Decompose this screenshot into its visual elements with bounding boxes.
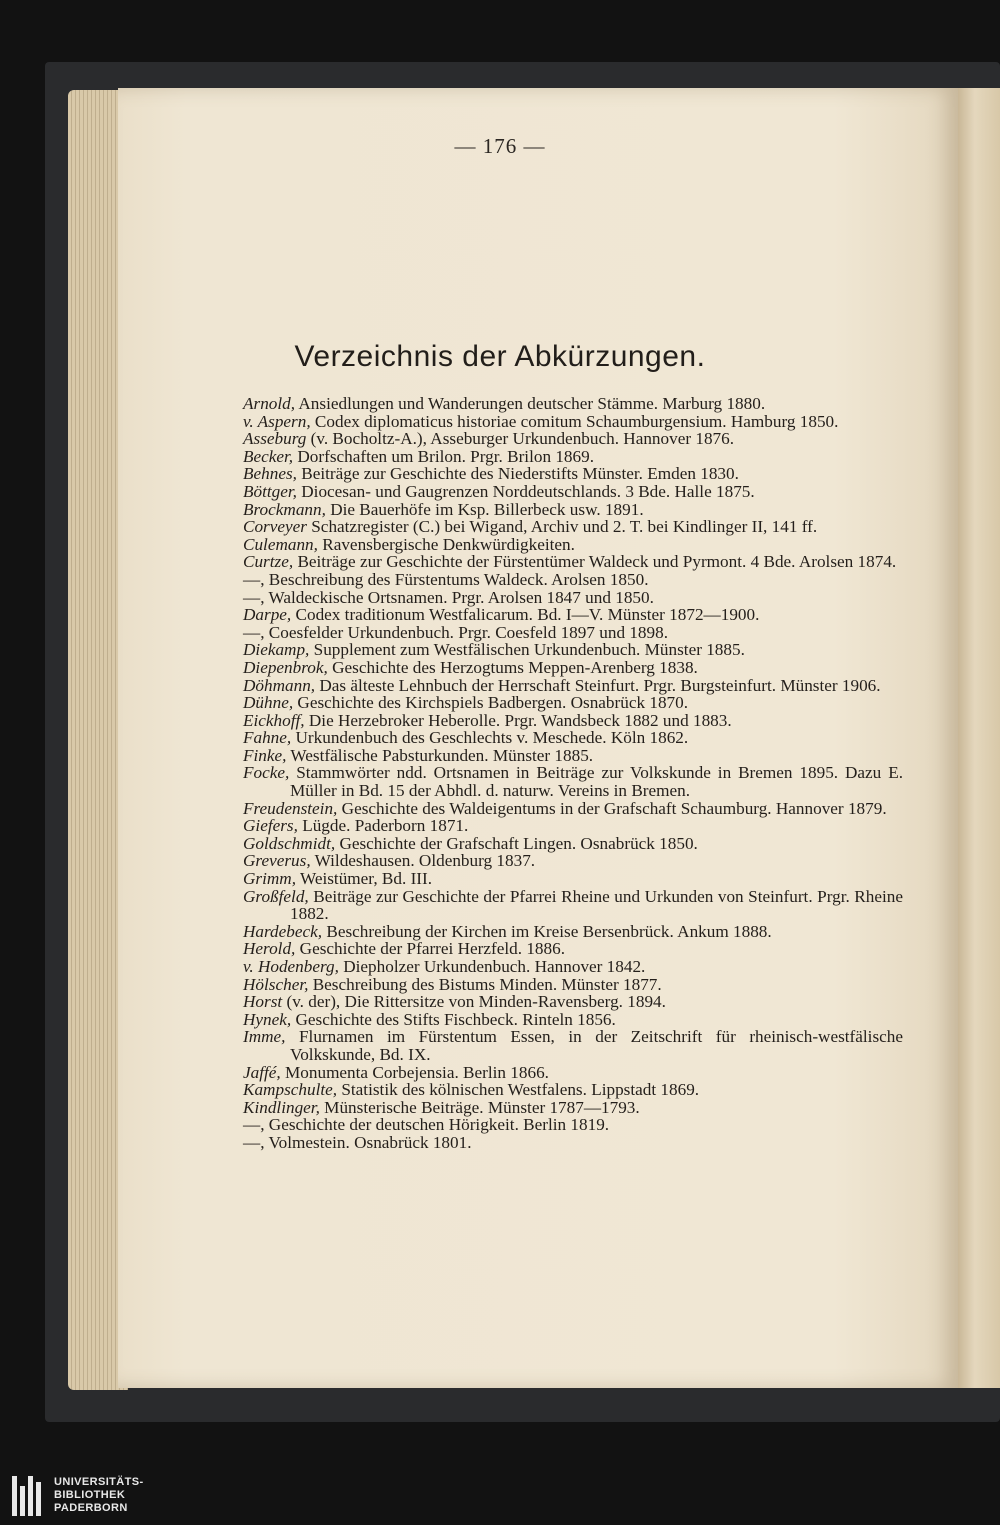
entry-text: Die Herzebroker Heberolle. Prgr. Wandsbeck 1882 und 1883. — [304, 710, 732, 730]
entry-author: Arnold, — [243, 394, 296, 413]
list-item — [243, 395, 903, 413]
entry-text: Diocesan- und Gaugrenzen Norddeutschlands. 3 Bde. Halle 1875. — [296, 481, 755, 501]
entry-author: Hynek, — [243, 1009, 292, 1029]
entry-author: Imme, — [243, 1027, 286, 1047]
entry-author: Giefers, — [243, 816, 298, 836]
entry-text: Supplement zum Westfälischen Urkundenbuch. Münster 1885. — [309, 640, 745, 660]
entry-text: (v. der), Die Rittersitze von Minden-Ravensberg. 1894. — [282, 992, 666, 1012]
entry-text: Geschichte des Herzogtums Meppen-Arenberg 1838. — [327, 657, 698, 677]
list-item — [243, 852, 903, 870]
entry-author: Asseburg — [243, 429, 307, 449]
list-item — [243, 448, 903, 466]
entry-text: Ravensbergische Denkwürdigkeiten. — [317, 534, 575, 554]
entry-text: Die Bauerhöfe im Ksp. Billerbeck usw. 1891. — [325, 499, 644, 519]
list-item — [243, 940, 903, 958]
entry-text: Stammwörter ndd. Ortsnamen in Beiträge zur Volkskunde in Bremen 1895. Dazu E. Müller in Bd. 15 der Abhdl. d. naturw. Vereins in Bremen. — [289, 763, 903, 801]
entry-text: Codex traditionum Westfalicarum. Bd. I—V. Münster 1872—1900. — [291, 605, 760, 625]
entry-text: Lügde. Paderborn 1871. — [297, 816, 469, 836]
list-item — [243, 712, 903, 730]
entry-text: Monumenta Corbejensia. Berlin 1866. — [280, 1062, 549, 1082]
entry-author: v. Aspern, — [243, 411, 311, 431]
list-item — [243, 483, 903, 501]
entry-author: Horst — [243, 992, 283, 1012]
entry-author: Brockmann, — [243, 499, 326, 519]
entry-text: Westfälische Pabsturkunden. Münster 1885. — [286, 745, 594, 765]
entry-author: Kampschulte, — [243, 1080, 338, 1100]
entry-text: Beiträge zur Geschichte der Pfarrei Rheine und Urkunden von Steinfurt. Prgr. Rheine 1882. — [290, 886, 903, 924]
list-item — [243, 1116, 903, 1134]
entry-author: Becker, — [243, 446, 294, 466]
entry-text: —, Volmestein. Osnabrück 1801. — [243, 1132, 472, 1152]
entry-author: Darpe, — [243, 605, 292, 625]
entry-author: Curtze, — [243, 552, 294, 572]
list-item — [243, 518, 903, 536]
list-item — [243, 835, 903, 853]
list-item — [243, 536, 903, 554]
entry-text: —, Waldeckische Ortsnamen. Prgr. Arolsen 1847 und 1850. — [243, 587, 654, 607]
entry-author: Kindlinger, — [243, 1097, 320, 1117]
entry-text: Münsterische Beiträge. Münster 1787—1793. — [319, 1097, 640, 1117]
list-item — [243, 589, 903, 607]
list-item — [243, 800, 903, 818]
entry-text: (v. Bocholtz-A.), Asseburger Urkundenbuch. Hannover 1876. — [306, 429, 735, 449]
list-item — [243, 958, 903, 976]
list-item — [243, 729, 903, 747]
page-number: — 176 — — [454, 134, 546, 158]
facing-page-edge — [958, 88, 1000, 1388]
entry-author: Hardebeck, — [243, 921, 323, 941]
entry-text: —, Geschichte der deutschen Hörigkeit. Berlin 1819. — [243, 1115, 610, 1135]
entry-author: Focke, — [243, 763, 290, 783]
list-item — [243, 624, 903, 642]
list-item — [243, 606, 903, 624]
library-logo-line-3: PADERBORN — [54, 1502, 128, 1514]
entry-author: Hölscher, — [243, 974, 309, 994]
entry-author: Freudenstein, — [243, 798, 338, 818]
entry-author: Herold, — [243, 939, 296, 959]
library-logo-line-2: BIBLIOTHEK — [54, 1489, 126, 1501]
entry-author: Dühne, — [243, 693, 294, 713]
entry-text: Geschichte des Waldeigentums in der Grafschaft Schaumburg. Hannover 1879. — [337, 798, 887, 818]
list-item — [243, 923, 903, 941]
entry-text: Geschichte des Kirchspiels Badbergen. Osnabrück 1870. — [293, 693, 689, 713]
entry-text: Schatzregister (C.) bei Wigand, Archiv und 2. T. bei Kindlinger II, 141 ff. — [306, 517, 818, 537]
list-item — [243, 993, 903, 1011]
entry-text: Statistik des kölnischen Westfalens. Lippstadt 1869. — [337, 1080, 700, 1100]
list-item — [243, 553, 903, 571]
entry-text: Flurnamen im Fürstentum Essen, in der Zeitschrift für rheinisch-westfälische Volkskunde, Bd. IX. — [285, 1027, 903, 1064]
entry-text: Dorfschaften um Brilon. Prgr. Brilon 1869. — [293, 446, 595, 466]
entry-author: Corveyer — [243, 517, 307, 537]
entry-text: Beiträge zur Geschichte der Fürstentümer Waldeck und Pyrmont. 4 Bde. Arolsen 1874. — [293, 552, 897, 572]
entry-author: Großfeld, — [243, 886, 309, 906]
entry-text: —, Coesfelder Urkundenbuch. Prgr. Coesfeld 1897 und 1898. — [243, 622, 669, 642]
list-item — [243, 641, 903, 659]
list-item — [243, 1081, 903, 1099]
list-item — [243, 1064, 903, 1082]
list-item — [243, 413, 903, 431]
list-item — [243, 976, 903, 994]
entry-text: Weistümer, Bd. III. — [296, 869, 433, 889]
entry-author: Finke, — [243, 745, 287, 765]
library-logo-text — [54, 1476, 144, 1515]
list-item — [243, 465, 903, 483]
entry-text: Geschichte der Pfarrei Herzfeld. 1886. — [295, 939, 565, 959]
list-item — [243, 694, 903, 712]
list-item — [243, 1011, 903, 1029]
entry-author: Diekamp, — [243, 640, 310, 660]
list-item — [243, 571, 903, 589]
entry-text: Diepholzer Urkundenbuch. Hannover 1842. — [338, 957, 646, 976]
list-item — [243, 817, 903, 835]
entry-author: Eickhoff, — [243, 710, 305, 730]
entry-author: Böttger, — [243, 481, 297, 501]
entry-text: Geschichte der Grafschaft Lingen. Osnabrück 1850. — [335, 833, 698, 853]
list-item — [243, 764, 903, 799]
entry-text: Wildeshausen. Oldenburg 1837. — [310, 851, 536, 871]
list-item — [243, 1028, 903, 1063]
entry-author: Grimm, — [243, 869, 296, 889]
entry-author: Culemann, — [243, 534, 318, 554]
abbreviation-list — [243, 395, 903, 1152]
list-item — [243, 870, 903, 888]
entry-author: Diepenbrok, — [243, 657, 328, 677]
entry-author: Jaffé, — [243, 1062, 281, 1082]
entry-text: Beschreibung des Bistums Minden. Münster 1877. — [308, 974, 662, 994]
entry-text: Geschichte des Stifts Fischbeck. Rinteln 1856. — [291, 1009, 616, 1029]
entry-text: —, Beschreibung des Fürstentums Waldeck. Arolsen 1850. — [243, 569, 649, 589]
entry-author: Goldschmidt, — [243, 833, 336, 853]
library-logo-line-1: UNIVERSITÄTS- — [54, 1476, 144, 1488]
entry-author: Behnes, — [243, 464, 297, 484]
list-item — [243, 501, 903, 519]
library-logo — [12, 1476, 212, 1518]
entry-author: Fahne, — [243, 728, 292, 748]
list-item — [243, 1099, 903, 1117]
list-item — [243, 677, 903, 695]
entry-text: Ansiedlungen und Wanderungen deutscher Stämme. Marburg 1880. — [295, 394, 766, 413]
entry-text: Beschreibung der Kirchen im Kreise Bersenbrück. Ankum 1888. — [322, 921, 772, 941]
entry-text: Das älteste Lehnbuch der Herrschaft Steinfurt. Prgr. Burgsteinfurt. Münster 1906. — [315, 675, 881, 695]
list-item — [243, 430, 903, 448]
list-item — [243, 888, 903, 923]
list-item — [243, 1134, 903, 1152]
entry-text: Beiträge zur Geschichte des Niederstifts Münster. Emden 1830. — [296, 464, 739, 484]
page-title: Verzeichnis der Abkürzungen. — [294, 340, 706, 373]
entry-author: v. Hodenberg, — [243, 957, 339, 976]
entry-text: Codex diplomaticus historiae comitum Schaumburgensium. Hamburg 1850. — [310, 411, 839, 431]
entry-author: Greverus, — [243, 851, 311, 871]
entry-text: Urkundenbuch des Geschlechts v. Meschede. Köln 1862. — [291, 728, 689, 748]
list-item — [243, 659, 903, 677]
list-item — [243, 747, 903, 765]
entry-author: Döhmann, — [243, 675, 316, 695]
